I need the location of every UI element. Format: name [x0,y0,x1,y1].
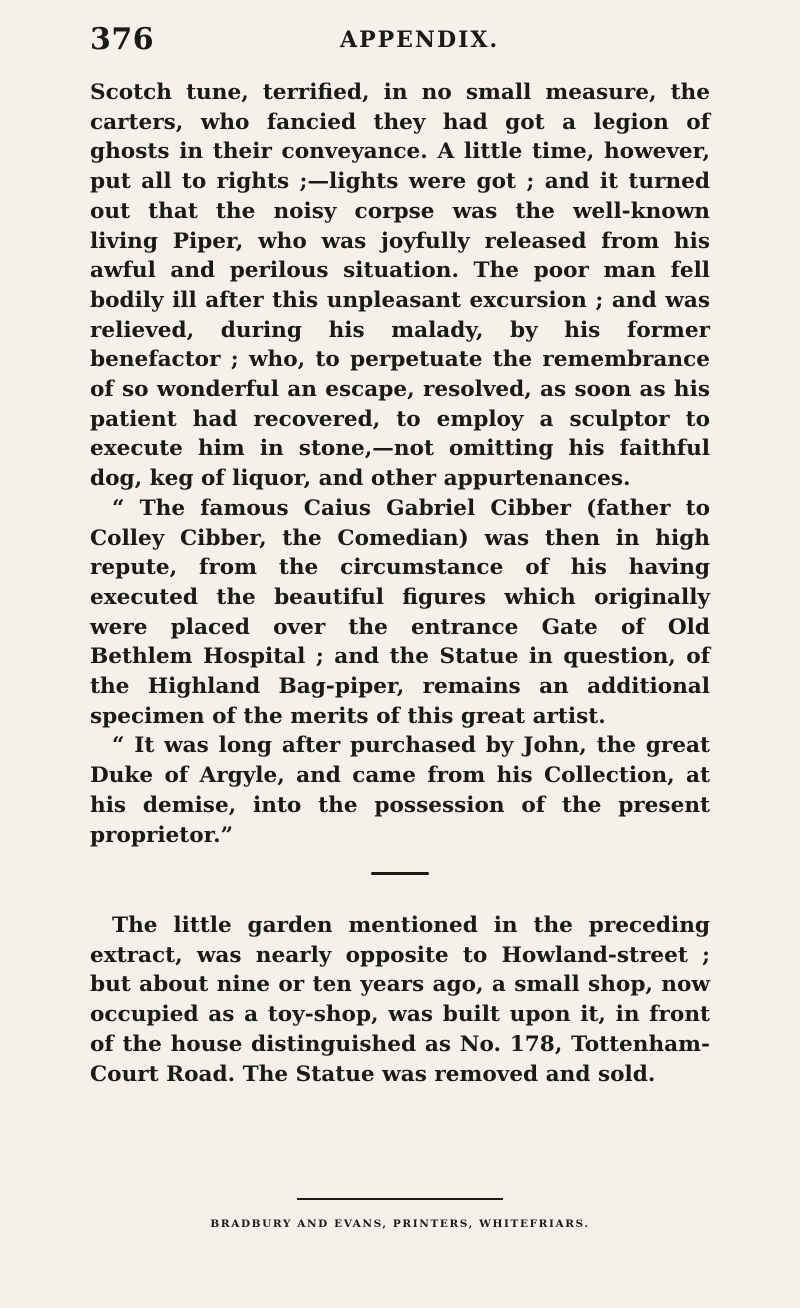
running-head: APPENDIX. [340,27,500,53]
quote-paragraph-3: “ It was long after purchased by John, the great Duke of Argyle, and came from his Collection, at his demise, into the possession of the present proprietor.” [90,733,710,848]
printer-colophon: BRADBURY AND EVANS, PRINTERS, WHITEFRIARS. [210,1218,590,1230]
colophon-rule [297,1198,503,1200]
main-text [90,911,710,1089]
quote-paragraph-1: Scotch tune, terrified, in no small measure, the carters, who fancied they had got a legion of ghosts in their conveyance. A little time, however, put all to rights ;—lights were got ; and it turned out that the noisy corpse was the well-known living Piper, who was joyfully released from his awful and perilous situation. The poor man fell bodily ill after this unpleasant excursion ; and was relieved, during his malady, by his former benefactor ; who, to perpetuate the remembrance of so wonderful an escape, resolved, as soon as his patient had recovered, to employ a sculptor to execute him in stone,—not omitting his faithful dog, keg of liquor, and other appurtenances. [90,80,710,492]
page-number: 376 [90,22,155,57]
page-header [90,20,710,60]
main-paragraph: The little garden mentioned in the preceding extract, was nearly opposite to Howland-street ; but about nine or ten years ago, a small shop, now occupied as a toy-shop, was built upon it, in front of the house distinguished as No. 178, Tottenham-Court Road. The Statue was removed and sold. [90,913,710,1087]
section-divider-rule [371,872,429,875]
quote-paragraph-2: “ The famous Caius Gabriel Cibber (father to Colley Cibber, the Comedian) was then in high repute, from the circumstance of his having executed the beautiful figures which originally were placed over the entrance Gate of Old Bethlem Hospital ; and the Statue in question, of the Highland Bag-piper, remains an additional specimen of the merits of this great artist. [90,495,710,729]
quoted-extract [90,78,710,850]
